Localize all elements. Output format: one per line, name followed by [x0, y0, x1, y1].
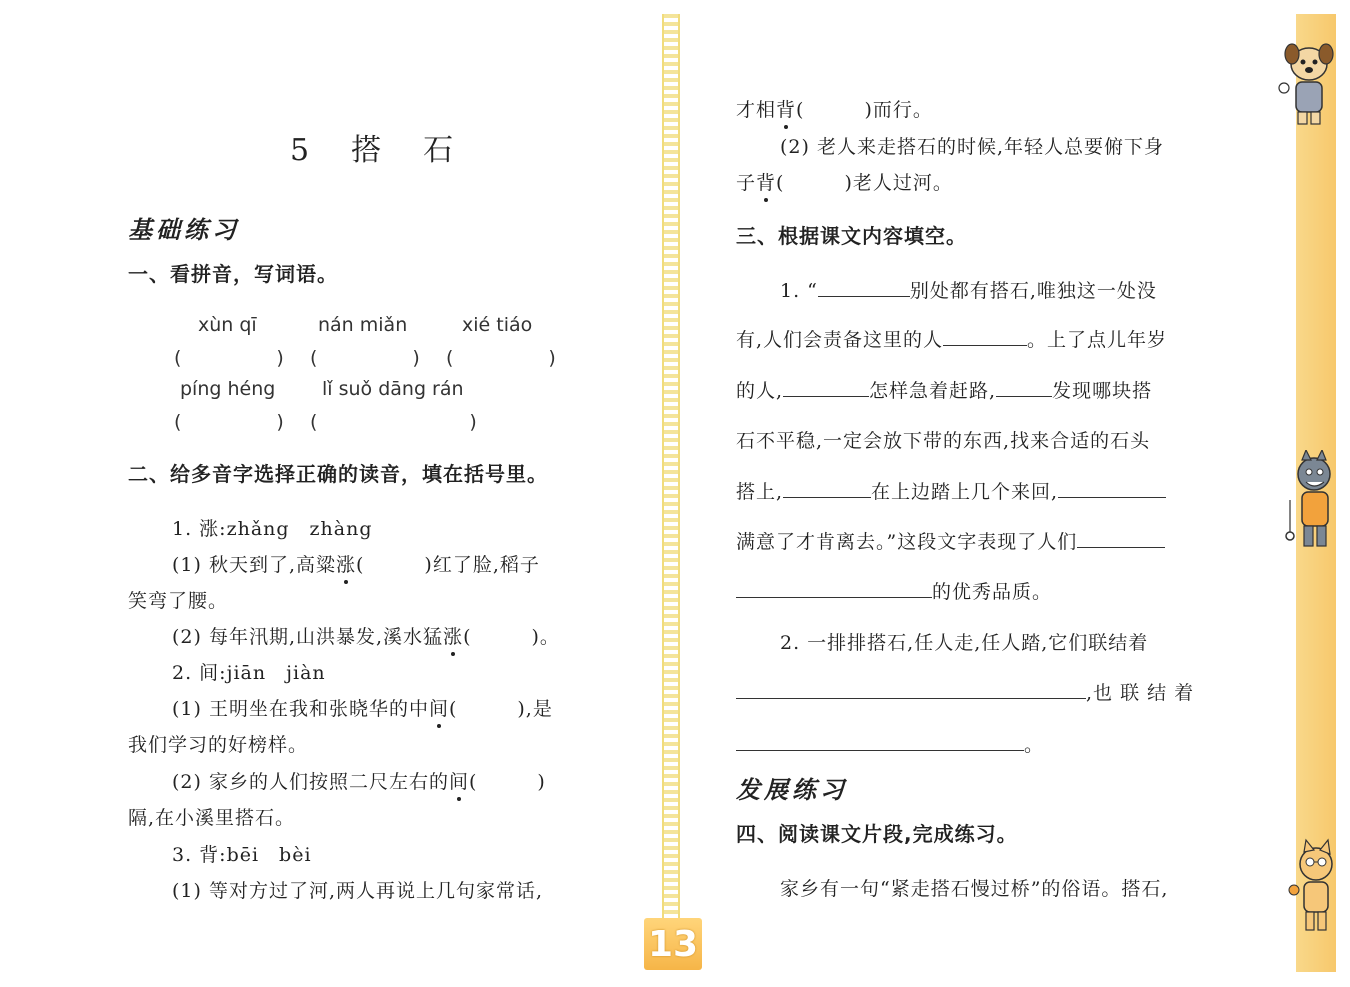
question-4-heading: 四、阅读课文片段,完成练习。: [736, 822, 1018, 846]
fill-line-10: 。: [736, 730, 1044, 757]
page-number: 13: [644, 918, 702, 970]
question-3-heading: 三、根据课文内容填空。: [736, 224, 967, 248]
fill-line-2: 有,人们会责备这里的人 。上了点儿年岁: [736, 329, 1168, 351]
fill-line-5: 搭上, 在上边踏上几个来回,: [736, 477, 1166, 504]
item-3-sentence-1: (1) 等对方过了河,两人再说上几句家常话,: [172, 880, 544, 902]
fill-blank[interactable]: [943, 327, 1027, 346]
fill-blank[interactable]: [736, 732, 1024, 751]
left-page: [0, 0, 660, 987]
right-line-2: (2) 老人来走搭石的时候,年轻人总要俯下身: [780, 136, 1164, 158]
pinyin-4: píng héng: [180, 378, 276, 400]
pinyin-1: xùn qī: [198, 314, 257, 336]
answer-box-4[interactable]: ( ): [174, 411, 284, 433]
answer-box-5[interactable]: ( ): [310, 411, 477, 433]
item-1-sentence-1-cont: 笑弯了腰。: [128, 590, 229, 612]
item-3-label: 3. 背:bēi bèi: [172, 844, 312, 866]
answer-box-1[interactable]: ( ): [174, 347, 284, 369]
fill-blank[interactable]: [996, 378, 1052, 397]
fill-line-8: 2. 一排排搭石,任人走,任人踏,它们联结着: [780, 632, 1149, 654]
item-1-sentence-1: (1) 秋天到了,高粱涨( )红了脸,稻子: [172, 550, 540, 577]
right-line-1: 才相背( )而行。: [736, 95, 933, 122]
section-basic-heading: 基础练习: [128, 216, 240, 244]
question-2-heading: 二、给多音字选择正确的读音，填在括号里。: [128, 462, 548, 486]
question-1-heading: 一、看拼音，写词语。: [128, 262, 338, 286]
item-2-label: 2. 间:jiān jiàn: [172, 662, 326, 684]
section-develop-heading: 发展练习: [736, 776, 848, 804]
item-2-sentence-1: (1) 王明坐在我和张晓华的中间( ),是: [172, 694, 553, 721]
fill-blank[interactable]: [1077, 529, 1165, 548]
answer-box-3[interactable]: ( ): [446, 347, 556, 369]
item-2-sentence-2: (2) 家乡的人们按照二尺左右的间( ): [172, 767, 546, 794]
cat-mascot-icon: [1284, 838, 1342, 934]
fill-blank[interactable]: [1058, 479, 1166, 498]
lesson-title: 5 搭 石: [290, 133, 460, 168]
item-2-sentence-2-cont: 隔,在小溪里搭石。: [128, 807, 296, 829]
wolf-mascot-icon: [1280, 450, 1340, 552]
fill-line-9: ,也 联 结 着: [736, 678, 1194, 705]
fill-line-4: 石不平稳,一定会放下带的东西,找来合适的石头: [736, 430, 1151, 452]
right-line-3: 子背( )老人过河。: [736, 168, 953, 195]
pinyin-2: nán miǎn: [318, 314, 408, 336]
fill-blank[interactable]: [783, 479, 871, 498]
book-spine: [662, 14, 680, 964]
reading-passage-line-1: 家乡有一句“紧走搭石慢过桥”的俗语。搭石,: [780, 878, 1169, 900]
fill-blank[interactable]: [736, 579, 932, 598]
item-1-sentence-2: (2) 每年汛期,山洪暴发,溪水猛涨( )。: [172, 622, 560, 649]
fill-line-7: 的优秀品质。: [736, 577, 1052, 604]
dog-mascot-icon: [1276, 40, 1342, 130]
fill-line-3: 的人, 怎样急着赶路, 发现哪块搭: [736, 380, 1153, 402]
fill-blank[interactable]: [783, 378, 869, 397]
fill-line-1: 1. “ 别处都有搭石,唯独这一处没: [780, 280, 1157, 302]
fill-blank[interactable]: [736, 680, 1086, 699]
fill-blank[interactable]: [818, 278, 910, 297]
answer-box-2[interactable]: ( ): [310, 347, 420, 369]
pinyin-5: lǐ suǒ dāng rán: [322, 378, 464, 400]
right-page: [690, 0, 1300, 987]
fill-line-6: 满意了才肯离去。”这段文字表现了人们: [736, 527, 1165, 554]
item-2-sentence-1-cont: 我们学习的好榜样。: [128, 734, 309, 756]
pinyin-3: xié tiáo: [462, 314, 533, 336]
item-1-label: 1. 涨:zhǎng zhàng: [172, 518, 373, 540]
